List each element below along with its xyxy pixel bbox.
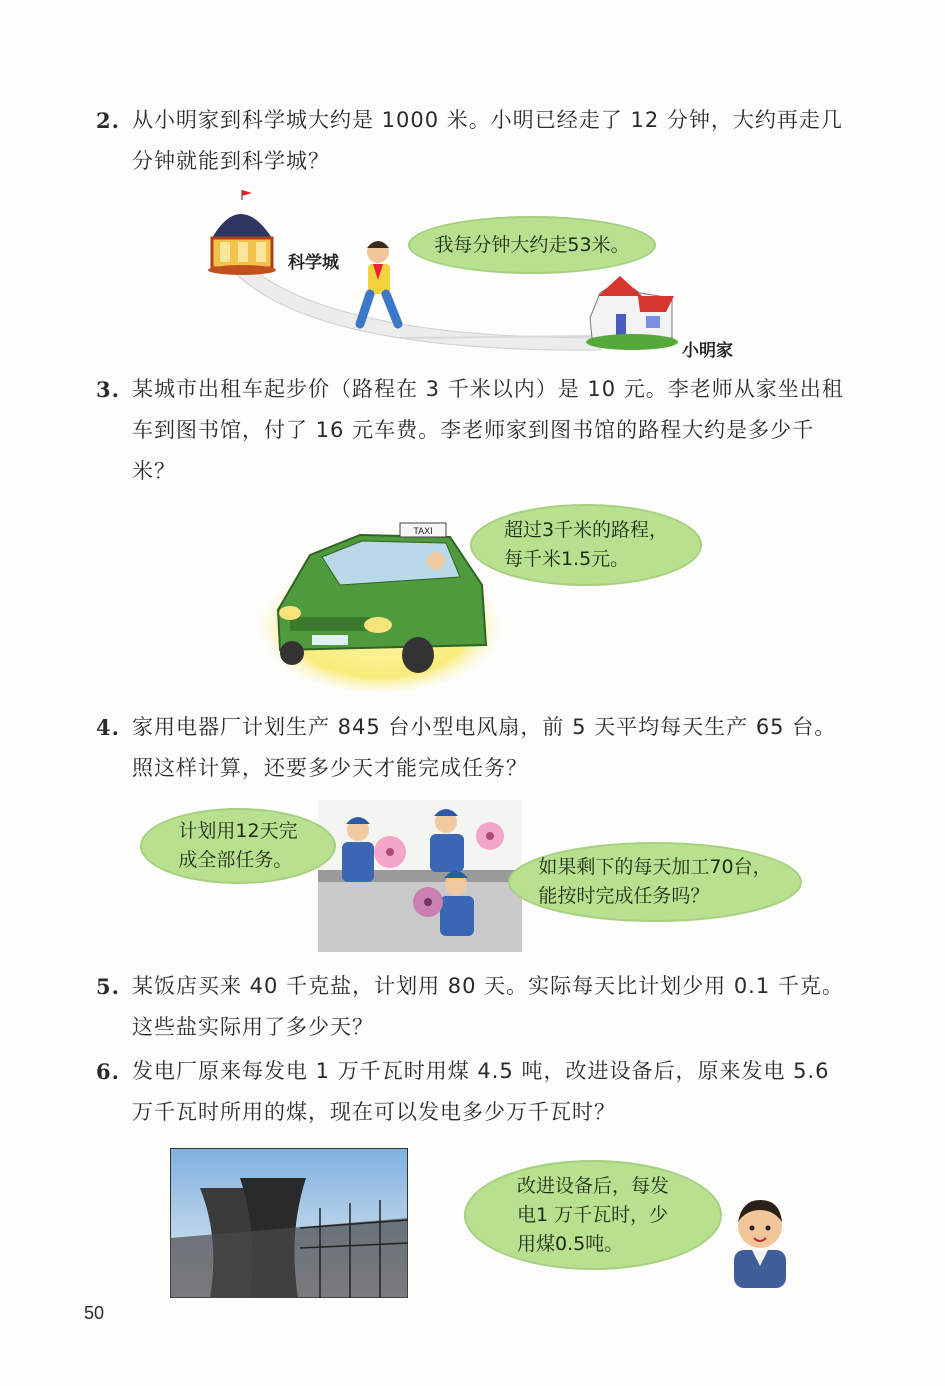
home-label: 小明家 <box>682 341 733 361</box>
page-number: 50 <box>84 1303 105 1323</box>
bubble-line: 用煤0.5吨。 <box>516 1232 624 1255</box>
speech-bubble-left <box>140 808 336 884</box>
bubble-line: 电1 万千瓦时，少 <box>516 1203 669 1226</box>
bubble-line: 每千米1.5元。 <box>503 548 630 570</box>
bubble-line: 改进设备后，每发 <box>516 1174 669 1197</box>
bubble-line: 计划用12天完 <box>178 820 298 842</box>
problem-number: 6. <box>96 1059 120 1084</box>
problem-6 <box>96 1051 856 1133</box>
bubble-line: 超过3千米的路程， <box>503 519 669 541</box>
bubble-line: 能按时完成任务吗？ <box>538 885 710 907</box>
bubble-line: 如果剩下的每天加工70台， <box>538 856 772 878</box>
speech-bubble <box>464 1160 722 1270</box>
taxi-sign: TAXI <box>413 526 433 536</box>
science-city-building <box>208 190 276 275</box>
man-figure <box>724 1192 794 1288</box>
bubble-line: 成全部任务。 <box>178 849 293 871</box>
problem-text: 从小明家到科学城大约是 1000 米。小明已经走了 12 分钟，大约再走几分钟就能到科学城？ <box>132 108 843 173</box>
problem-text: 家用电器厂计划生产 845 台小型电风扇，前 5 天平均每天生产 65 台。照这样计算，还要多少天才能完成任务？ <box>132 715 837 780</box>
house <box>586 276 678 350</box>
science-city-label: 科学城 <box>288 253 339 273</box>
factory-workers-illustration <box>318 800 522 952</box>
problem-text: 某饭店买来 40 千克盐，计划用 80 天。实际每天比计划少用 0.1 千克。这些盐实际用了多少天？ <box>132 974 844 1039</box>
problem-text: 发电厂原来每发电 1 万千瓦时用煤 4.5 吨，改进设备后，原来发电 5.6 万千瓦时所用的煤，现在可以发电多少万千瓦时？ <box>132 1059 830 1124</box>
bubble-text: 我每分钟大约走53米。 <box>434 233 630 256</box>
speech-bubble <box>470 504 702 586</box>
problem-text: 某城市出租车起步价（路程在 3 千米以内）是 10 元。李老师从家坐出租车到图书馆，付了 16 元车费。李老师家到图书馆的路程大约是多少千米？ <box>132 377 844 483</box>
walking-path-illustration <box>200 188 760 368</box>
problem-number: 3. <box>96 377 120 402</box>
speech-bubble-right <box>508 842 802 922</box>
problem-5 <box>96 966 856 1048</box>
problem-4 <box>96 707 856 789</box>
problem-3 <box>96 369 856 492</box>
boy-figure <box>360 241 398 324</box>
problem-number: 2. <box>96 108 120 133</box>
problem-number: 5. <box>96 974 120 999</box>
speech-bubble <box>408 216 656 274</box>
power-plant-photo <box>170 1148 408 1298</box>
problem-number: 4. <box>96 715 120 740</box>
problem-2 <box>96 100 856 182</box>
